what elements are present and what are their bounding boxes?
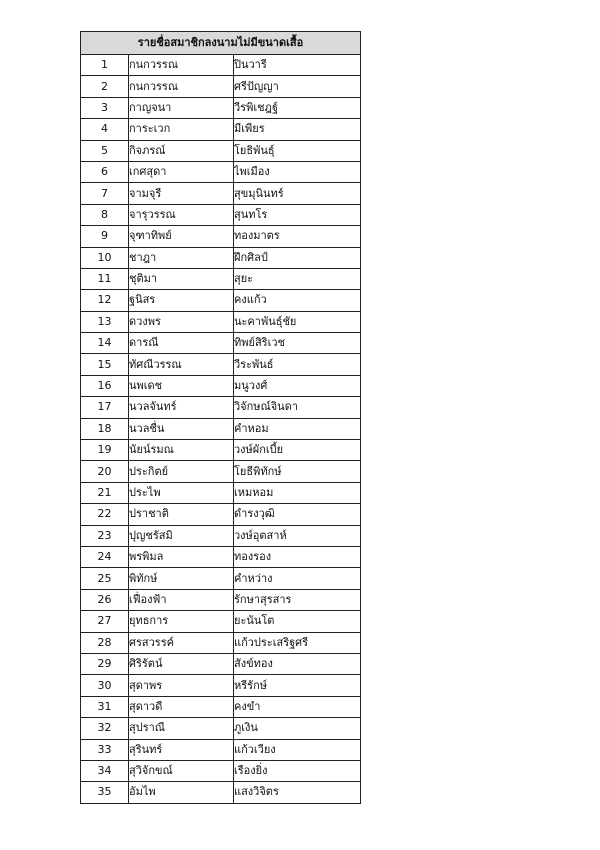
member-first-name: กิจภรณ์ (129, 140, 234, 161)
table-row (81, 440, 361, 461)
table-row (81, 97, 361, 118)
table-row (81, 247, 361, 268)
member-last-name: วงษ์อุตสาห์ (234, 525, 361, 546)
member-last-name: คงแก้ว (234, 290, 361, 311)
table-row (81, 119, 361, 140)
member-last-name: โยธีพิทักษ์ (234, 461, 361, 482)
member-first-name: สุวิจักขณ์ (129, 760, 234, 781)
row-number: 23 (81, 525, 129, 546)
table-row (81, 739, 361, 760)
member-first-name: ปราชาติ (129, 504, 234, 525)
table-body (81, 55, 361, 804)
member-first-name: สุรินทร์ (129, 739, 234, 760)
row-number: 13 (81, 311, 129, 332)
member-first-name: กนกวรรณ (129, 55, 234, 76)
member-last-name: สุนทโร (234, 204, 361, 225)
row-number: 28 (81, 632, 129, 653)
table-row (81, 418, 361, 439)
member-last-name: มนูวงศ์ (234, 375, 361, 396)
table-row (81, 268, 361, 289)
row-number: 2 (81, 76, 129, 97)
table-row (81, 290, 361, 311)
member-last-name: คงขำ (234, 696, 361, 717)
row-number: 17 (81, 397, 129, 418)
member-last-name: สุขมุนินทร์ (234, 183, 361, 204)
member-first-name: ฐนิสร (129, 290, 234, 311)
member-first-name: จารุวรรณ (129, 204, 234, 225)
table-row (81, 461, 361, 482)
row-number: 34 (81, 760, 129, 781)
member-last-name: ปินวารี (234, 55, 361, 76)
member-last-name: ทองมาตร (234, 226, 361, 247)
member-first-name: ยุทธการ (129, 611, 234, 632)
table-row (81, 782, 361, 803)
member-first-name: นพเดช (129, 375, 234, 396)
row-number: 20 (81, 461, 129, 482)
member-first-name: อัมไพ (129, 782, 234, 803)
member-last-name: เหมหอม (234, 482, 361, 503)
member-first-name: นวลชื่น (129, 418, 234, 439)
table-row (81, 525, 361, 546)
table-row (81, 311, 361, 332)
member-first-name: กาญจนา (129, 97, 234, 118)
row-number: 15 (81, 354, 129, 375)
member-last-name: แก้วประเสริฐศรี (234, 632, 361, 653)
member-first-name: ดวงพร (129, 311, 234, 332)
member-last-name: ดำรงวุฒิ (234, 504, 361, 525)
row-number: 4 (81, 119, 129, 140)
row-number: 16 (81, 375, 129, 396)
row-number: 35 (81, 782, 129, 803)
table-row (81, 183, 361, 204)
member-last-name: ฝึกศิลป์ (234, 247, 361, 268)
member-first-name: การะเวก (129, 119, 234, 140)
member-first-name: ปุญชรัสมิ (129, 525, 234, 546)
row-number: 32 (81, 718, 129, 739)
table-row (81, 568, 361, 589)
member-last-name: คำหอม (234, 418, 361, 439)
table-row (81, 375, 361, 396)
member-last-name: วงษ์ผักเบี้ย (234, 440, 361, 461)
table-row (81, 76, 361, 97)
row-number: 33 (81, 739, 129, 760)
row-number: 12 (81, 290, 129, 311)
member-first-name: ทัศณีวรรณ (129, 354, 234, 375)
table-row (81, 696, 361, 717)
member-first-name: นัยน์รมณ (129, 440, 234, 461)
table-row (81, 632, 361, 653)
table-row (81, 226, 361, 247)
table-row (81, 354, 361, 375)
table-row (81, 675, 361, 696)
table-row (81, 589, 361, 610)
member-last-name: คำหว่าง (234, 568, 361, 589)
row-number: 22 (81, 504, 129, 525)
row-number: 25 (81, 568, 129, 589)
table-row (81, 611, 361, 632)
member-last-name: ภูเงิน (234, 718, 361, 739)
member-last-name: วีระพันธ์ (234, 354, 361, 375)
member-first-name: ศิริรัตน์ (129, 653, 234, 674)
table-row (81, 140, 361, 161)
row-number: 11 (81, 268, 129, 289)
member-last-name: สุยะ (234, 268, 361, 289)
member-first-name: จามจุรี (129, 183, 234, 204)
member-first-name: ดารณี (129, 333, 234, 354)
table-row (81, 760, 361, 781)
member-first-name: นวลจันทร์ (129, 397, 234, 418)
member-first-name: พรพิมล (129, 546, 234, 567)
member-last-name: ศรีปัญญา (234, 76, 361, 97)
row-number: 9 (81, 226, 129, 247)
table-row (81, 161, 361, 182)
table-row (81, 546, 361, 567)
table-row (81, 718, 361, 739)
row-number: 6 (81, 161, 129, 182)
member-last-name: ยะนันโต (234, 611, 361, 632)
row-number: 5 (81, 140, 129, 161)
table-header-row (81, 32, 361, 55)
row-number: 19 (81, 440, 129, 461)
member-first-name: ประไพ (129, 482, 234, 503)
member-first-name: เฟื่องฟ้า (129, 589, 234, 610)
row-number: 31 (81, 696, 129, 717)
row-number: 8 (81, 204, 129, 225)
member-list-table (80, 31, 361, 804)
row-number: 18 (81, 418, 129, 439)
member-last-name: ทิพย์สิริเวช (234, 333, 361, 354)
member-last-name: เรืองยิ่ง (234, 760, 361, 781)
row-number: 10 (81, 247, 129, 268)
member-first-name: ชาฎา (129, 247, 234, 268)
row-number: 29 (81, 653, 129, 674)
row-number: 1 (81, 55, 129, 76)
table-row (81, 482, 361, 503)
table-row (81, 333, 361, 354)
row-number: 30 (81, 675, 129, 696)
member-last-name: โยธิพันธุ์ (234, 140, 361, 161)
member-last-name: สังข์ทอง (234, 653, 361, 674)
member-last-name: วิจักษณ์จินดา (234, 397, 361, 418)
member-first-name: สุดาพร (129, 675, 234, 696)
table-row (81, 653, 361, 674)
member-first-name: จุฑาทิพย์ (129, 226, 234, 247)
row-number: 27 (81, 611, 129, 632)
member-first-name: กนกวรรณ (129, 76, 234, 97)
table-row (81, 55, 361, 76)
table-row (81, 397, 361, 418)
member-first-name: พิทักษ์ (129, 568, 234, 589)
member-last-name: หรีรักษ์ (234, 675, 361, 696)
member-last-name: แก้วเวียง (234, 739, 361, 760)
member-first-name: ศรสวรรค์ (129, 632, 234, 653)
member-last-name: ทองรอง (234, 546, 361, 567)
member-first-name: ประกิตย์ (129, 461, 234, 482)
row-number: 21 (81, 482, 129, 503)
table-title: รายชื่อสมาชิกลงนามไม่มีขนาดเสื้อ (81, 32, 361, 55)
member-last-name: ไพเมือง (234, 161, 361, 182)
member-last-name: มีเพียร (234, 119, 361, 140)
member-last-name: วีรพิเชฎฐ์ (234, 97, 361, 118)
member-first-name: สุปราณี (129, 718, 234, 739)
row-number: 26 (81, 589, 129, 610)
member-last-name: นะคาพันธุ์ชัย (234, 311, 361, 332)
member-first-name: ชุติมา (129, 268, 234, 289)
row-number: 14 (81, 333, 129, 354)
row-number: 3 (81, 97, 129, 118)
member-last-name: รักษาสุรสาร (234, 589, 361, 610)
member-first-name: เกศสุดา (129, 161, 234, 182)
table-row (81, 204, 361, 225)
row-number: 24 (81, 546, 129, 567)
row-number: 7 (81, 183, 129, 204)
member-last-name: แสงวิจิตร (234, 782, 361, 803)
table-row (81, 504, 361, 525)
member-first-name: สุดาวดี (129, 696, 234, 717)
